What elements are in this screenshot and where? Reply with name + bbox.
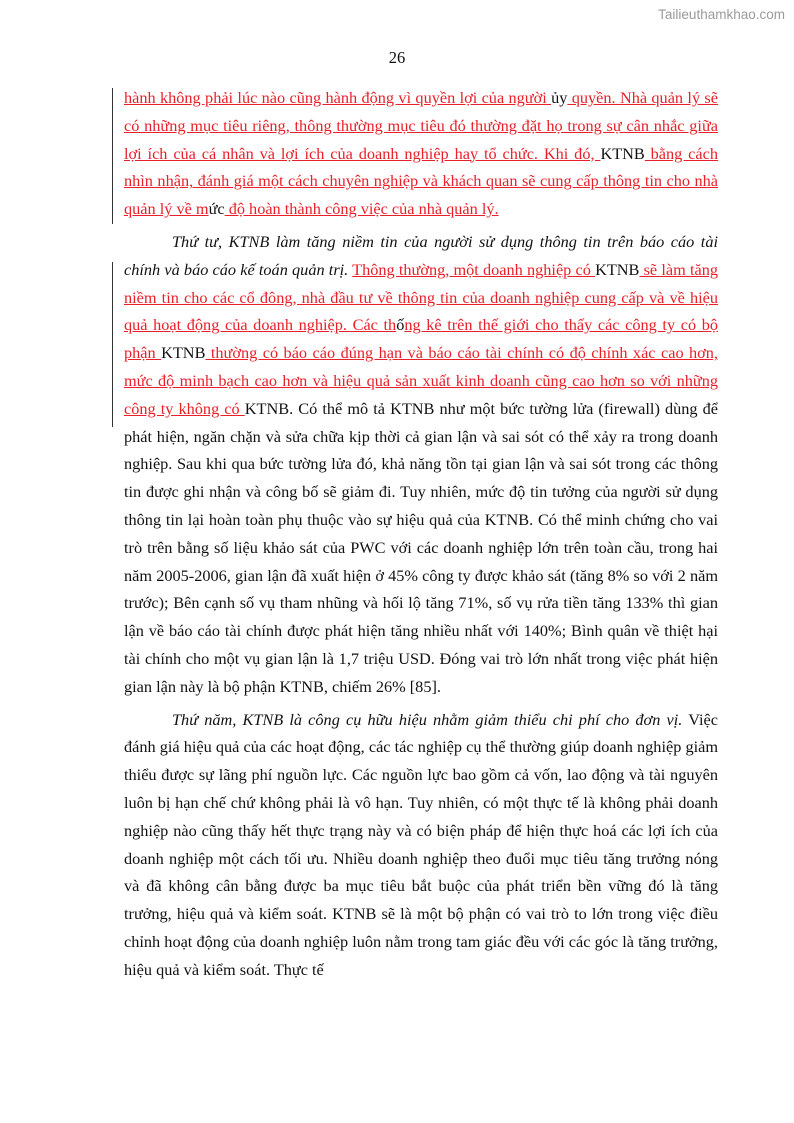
change-bar-1 [112, 88, 113, 224]
tracked-insertion: bằng cách nhìn nhận, đánh giá một cách chuyên nghiệp và khách quan sẽ cung cấp thông tin cho nhà quản lý về m [124, 143, 719, 219]
paragraph-1 [124, 84, 718, 223]
paragraph-2 [124, 228, 718, 701]
text-run: Việc đánh giá hiệu quả của các hoạt động, các tác nghiệp cụ thể thường giúp doanh nghiệp giảm thiểu được sự lãng phí nguồn lực. Các nguồn lực bao gồm cả vốn, lao động và tài nguyên luôn bị hạn chế chứ không phải là vô hạn. Tuy nhiên, có một thực tế là không phải doanh nghiệp nào cũng thấy hết thực trạng này và có biện pháp để hiện thực hoá các lợi ích của doanh nghiệp một cách tối ưu. Nhiều doanh nghiệp theo đuổi mục tiêu tăng trưởng nóng và đã không cân bằng được ba mục tiêu bắt buộc của phát triển bền vững đó là tăng trưởng, hiệu quả và kiểm soát. KTNB sẽ là một bộ phận có vai trò to lớn trong việc điều chỉnh hoạt động của doanh nghiệp luôn nằm trong tam giác đều với các góc là tăng trưởng, hiệu quả và kiểm soát. Thực tế [124, 709, 718, 979]
text-run: KTNB [161, 343, 206, 363]
text-run: KTNB [595, 259, 640, 279]
change-bar-2 [112, 262, 113, 427]
tracked-insertion: thường có báo cáo đúng hạn và báo cáo tài chính có độ chính xác cao hơn, mức độ minh bạch cao hơn và hiệu quả sản xuất kinh doanh cũng cao hơn so với những công ty không có [124, 343, 718, 418]
tracked-insertion: sẽ làm tăng niềm tin cho các cổ đông, nhà đầu tư về thông tin của doanh nghiệp cung cấp và về hiệu quả hoạt động của doanh nghiệp. Các th [124, 259, 718, 335]
paragraph-heading: Thứ năm, KTNB là công cụ hữu hiệu nhằm giảm thiểu chi phí cho đơn vị. [172, 709, 683, 729]
paragraph-heading: Thứ tư, KTNB làm tăng niềm tin của người sử dụng thông tin trên báo cáo tài chính và báo cáo kế toán quản trị. [124, 231, 718, 279]
text-run: KTNB [600, 143, 645, 163]
tracked-insertion: hành không phải lúc nào cũng hành động vì quyền lợi của người [124, 88, 552, 107]
text-run: ức [208, 199, 225, 219]
text-run: ủy [551, 88, 568, 107]
document-body [124, 84, 718, 989]
tracked-insertion: độ hoàn thành công việc của nhà quản lý. [224, 199, 499, 219]
paragraph-3 [124, 706, 718, 984]
tracked-insertion: Thông thường, một doanh nghiệp có [352, 259, 596, 279]
text-run: ố [396, 315, 405, 335]
tracked-insertion: quyền. Nhà quản lý sẽ có những mục tiêu riêng, thông thường mục tiêu đó thường đặt họ trong sự cân nhắc giữa lợi ích của cá nhân và lợi ích của doanh nghiệp hay tổ chức. Khi đó, [124, 88, 718, 163]
page-number: 26 [388, 48, 406, 67]
text-run: KTNB. Có thể mô tả KTNB như một bức tường lửa (firewall) dùng để phát hiện, ngăn chặn và sửa chữa kịp thời cả gian lận và sai sót có thể xảy ra trong doanh nghiệp. Sau khi qua bức tường lửa đó, khả năng tồn tại gian lận và sai sót trong các thông tin được ghi nhận và công bố sẽ giảm đi. Tuy nhiên, mức độ tin tưởng của người sử dụng thông tin lại hoàn toàn phụ thuộc vào sự hiệu quả của KTNB. Có thể minh chứng cho vai trò trên bằng số liệu khảo sát của PWC với các doanh nghiệp lớn trên toàn cầu, trong hai năm 2005-2006, gian lận đã xuất hiện ở 45% công ty được khảo sát (tăng 8% so với 2 năm trước); Bên cạnh số vụ tham nhũng và hối lộ tăng 71%, số vụ rửa tiền tăng 133% thì gian lận về báo cáo tài chính được phát hiện tăng nhiều nhất với 140%; Bình quân về thiệt hại tài chính cho một vụ gian lận là 1,7 triệu USD. Đóng vai trò lớn nhất trong việc phát hiện gian lận này là bộ phận KTNB, chiếm 26% [85]. [124, 398, 718, 696]
tracked-insertion: ng kê trên thế giới cho thấy các công ty có bộ phận [124, 315, 718, 363]
watermark: Tailieuthamkhao.com [658, 7, 785, 22]
